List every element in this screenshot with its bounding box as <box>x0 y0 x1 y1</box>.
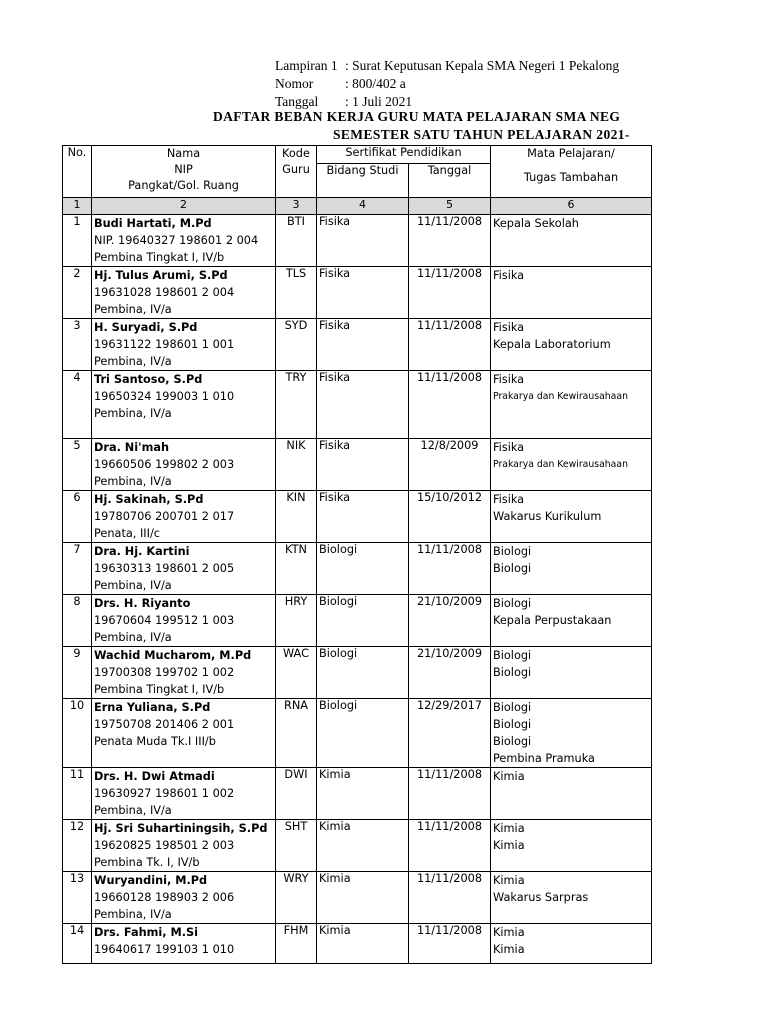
row-number: 2 <box>63 267 92 319</box>
row-number: 10 <box>63 699 92 768</box>
table-row <box>63 647 652 699</box>
header-nip-label: NIP <box>174 163 193 176</box>
teacher-info <box>92 491 276 543</box>
row-number: 12 <box>63 820 92 872</box>
assignment-line: Kimia <box>493 839 525 852</box>
assignment-line: Fisika <box>493 373 525 386</box>
teacher-code: TRY <box>276 371 317 439</box>
row-number: 11 <box>63 768 92 820</box>
certificate-subject: Kimia <box>317 820 409 872</box>
teacher-nip: 19620825 198501 2 003 <box>94 839 235 852</box>
assignment-line: Kimia <box>493 822 525 835</box>
certificate-subject: Biologi <box>317 647 409 699</box>
teacher-info <box>92 215 276 267</box>
table-row <box>63 924 652 964</box>
teacher-code: WRY <box>276 872 317 924</box>
assignment-line: Kimia <box>493 874 525 887</box>
teacher-info <box>92 267 276 319</box>
teacher-nip: 19630927 198601 1 002 <box>94 787 235 800</box>
header-mapel <box>491 146 652 198</box>
certificate-date: 11/11/2008 <box>409 215 491 267</box>
certificate-date: 11/11/2008 <box>409 319 491 371</box>
nomor-value: : 800/402 a <box>345 76 406 91</box>
teacher-nip: 19660506 199802 2 003 <box>94 458 235 471</box>
assignment-line: Kepala Perpustakaan <box>493 614 612 627</box>
nomor-line <box>275 75 768 93</box>
header-sertifikat: Sertifikat Pendidikan <box>317 146 491 164</box>
teacher-name: Wuryandini, M.Pd <box>94 874 208 887</box>
teacher-name: Wachid Mucharom, M.Pd <box>94 649 252 662</box>
teacher-nip: 19631028 198601 2 004 <box>94 286 235 299</box>
header-pangkat-label: Pangkat/Gol. Ruang <box>128 179 239 192</box>
table-row <box>63 820 652 872</box>
column-number: 4 <box>317 198 409 215</box>
row-number: 8 <box>63 595 92 647</box>
assignment-cell <box>491 543 652 595</box>
certificate-date: 21/10/2009 <box>409 647 491 699</box>
certificate-date: 11/11/2008 <box>409 267 491 319</box>
assignment-line: Kepala Laboratorium <box>493 338 611 351</box>
teacher-nip: 19700308 199702 1 002 <box>94 666 235 679</box>
column-number: 6 <box>491 198 652 215</box>
assignment-cell <box>491 491 652 543</box>
certificate-subject: Kimia <box>317 924 409 964</box>
certificate-subject: Fisika <box>317 319 409 371</box>
document-subtitle: SEMESTER SATU TAHUN PELAJARAN 2021- <box>333 127 630 142</box>
table-row <box>63 439 652 491</box>
assignment-cell <box>491 872 652 924</box>
assignment-line: Fisika <box>493 441 525 454</box>
teacher-code: WAC <box>276 647 317 699</box>
row-number: 14 <box>63 924 92 964</box>
table-row <box>63 215 652 267</box>
certificate-subject: Fisika <box>317 491 409 543</box>
certificate-date: 11/11/2008 <box>409 820 491 872</box>
lampiran-line <box>275 57 768 75</box>
column-number: 2 <box>92 198 276 215</box>
certificate-subject: Kimia <box>317 768 409 820</box>
teacher-info <box>92 820 276 872</box>
certificate-date: 12/8/2009 <box>409 439 491 491</box>
assignment-cell <box>491 647 652 699</box>
teacher-rank: Pembina Tingkat I, IV/b <box>94 251 225 264</box>
teacher-nip: 19650324 199003 1 010 <box>94 390 235 403</box>
assignment-cell <box>491 215 652 267</box>
certificate-date: 11/11/2008 <box>409 924 491 964</box>
teacher-code: TLS <box>276 267 317 319</box>
teacher-rank: Penata, III/c <box>94 527 160 540</box>
table-row <box>63 543 652 595</box>
certificate-subject: Biologi <box>317 595 409 647</box>
teacher-rank: Penata Muda Tk.I III/b <box>94 735 216 748</box>
teacher-name: Drs. Fahmi, M.Si <box>94 926 199 939</box>
teacher-name: Drs. H. Dwi Atmadi <box>94 770 215 783</box>
assignment-cell <box>491 371 652 439</box>
assignment-line: Biologi <box>493 735 532 748</box>
assignment-line: Wakarus Kurikulum <box>493 510 602 523</box>
table-row <box>63 699 652 768</box>
certificate-subject: Fisika <box>317 267 409 319</box>
assignment-line: Prakarya dan Kewirausahaan <box>493 459 628 470</box>
teacher-code: SHT <box>276 820 317 872</box>
teacher-nip: NIP. 19640327 198601 2 004 <box>94 234 259 247</box>
teacher-info <box>92 319 276 371</box>
teacher-name: Budi Hartati, M.Pd <box>94 217 212 230</box>
assignment-line: Kimia <box>493 943 525 956</box>
teacher-name: Hj. Tulus Arumi, S.Pd <box>94 269 228 282</box>
assignment-cell <box>491 439 652 491</box>
teacher-code: BTI <box>276 215 317 267</box>
assignment-cell <box>491 319 652 371</box>
teacher-workload-table <box>62 145 652 964</box>
certificate-date: 11/11/2008 <box>409 872 491 924</box>
table-row <box>63 267 652 319</box>
assignment-line: Fisika <box>493 269 525 282</box>
teacher-info <box>92 371 276 439</box>
assignment-line: Fisika <box>493 321 525 334</box>
teacher-info <box>92 439 276 491</box>
row-number: 13 <box>63 872 92 924</box>
row-number: 6 <box>63 491 92 543</box>
table-row <box>63 872 652 924</box>
teacher-rank: Pembina Tk. I, IV/b <box>94 856 200 869</box>
teacher-name: Hj. Sakinah, S.Pd <box>94 493 204 506</box>
certificate-subject: Biologi <box>317 543 409 595</box>
table-row <box>63 595 652 647</box>
teacher-nip: 19670604 199512 1 003 <box>94 614 235 627</box>
teacher-rank: Pembina, IV/a <box>94 475 172 488</box>
lampiran-label: Lampiran 1 <box>275 58 338 73</box>
teacher-rank: Pembina, IV/a <box>94 908 172 921</box>
teacher-nip: 19750708 201406 2 001 <box>94 718 235 731</box>
assignment-line: Biologi <box>493 701 532 714</box>
nomor-label: Nomor <box>275 76 314 91</box>
header-nama <box>92 146 276 198</box>
teacher-nip: 19631122 198601 1 001 <box>94 338 235 351</box>
certificate-date: 11/11/2008 <box>409 543 491 595</box>
column-number-row <box>63 198 652 215</box>
teacher-rank: Pembina, IV/a <box>94 631 172 644</box>
teacher-code: KIN <box>276 491 317 543</box>
assignment-line: Biologi <box>493 545 532 558</box>
teacher-name: Tri Santoso, S.Pd <box>94 373 203 386</box>
assignment-line: Kimia <box>493 926 525 939</box>
teacher-info <box>92 543 276 595</box>
header-guru-label: Guru <box>282 163 310 176</box>
teacher-name: Erna Yuliana, S.Pd <box>94 701 211 714</box>
teacher-rank: Pembina, IV/a <box>94 407 172 420</box>
assignment-cell <box>491 820 652 872</box>
assignment-line: Prakarya dan Kewirausahaan <box>493 391 628 402</box>
row-number: 7 <box>63 543 92 595</box>
assignment-line: Fisika <box>493 493 525 506</box>
teacher-code: NIK <box>276 439 317 491</box>
column-number: 1 <box>63 198 92 215</box>
teacher-info <box>92 699 276 768</box>
certificate-subject: Kimia <box>317 872 409 924</box>
assignment-cell <box>491 924 652 964</box>
row-number: 1 <box>63 215 92 267</box>
certificate-subject: Fisika <box>317 215 409 267</box>
table-row <box>63 491 652 543</box>
certificate-date: 21/10/2009 <box>409 595 491 647</box>
assignment-cell <box>491 595 652 647</box>
teacher-info <box>92 647 276 699</box>
teacher-nip: 19640617 199103 1 010 <box>94 943 235 956</box>
tanggal-value: : 1 Juli 2021 <box>345 94 413 109</box>
teacher-rank: Pembina, IV/a <box>94 355 172 368</box>
row-number: 3 <box>63 319 92 371</box>
teacher-info <box>92 924 276 964</box>
assignment-line: Biologi <box>493 649 532 662</box>
teacher-name: Dra. Hj. Kartini <box>94 545 190 558</box>
teacher-code: HRY <box>276 595 317 647</box>
teacher-info <box>92 595 276 647</box>
certificate-date: 12/29/2017 <box>409 699 491 768</box>
lampiran-value: : Surat Keputusan Kepala SMA Negeri 1 Pekalong <box>345 58 620 73</box>
table-row <box>63 319 652 371</box>
teacher-nip: 19780706 200701 2 017 <box>94 510 235 523</box>
row-number: 4 <box>63 371 92 439</box>
teacher-code: KTN <box>276 543 317 595</box>
certificate-date: 15/10/2012 <box>409 491 491 543</box>
teacher-rank: Pembina Tingkat I, IV/b <box>94 683 225 696</box>
teacher-code: DWI <box>276 768 317 820</box>
row-number: 5 <box>63 439 92 491</box>
certificate-subject: Biologi <box>317 699 409 768</box>
teacher-code: SYD <box>276 319 317 371</box>
assignment-cell <box>491 699 652 768</box>
tanggal-label: Tanggal <box>275 94 319 109</box>
document-header <box>275 57 768 111</box>
teacher-name: H. Suryadi, S.Pd <box>94 321 198 334</box>
teacher-name: Drs. H. Riyanto <box>94 597 191 610</box>
assignment-cell <box>491 768 652 820</box>
teacher-name: Hj. Sri Suhartiningsih, S.Pd <box>94 822 268 835</box>
teacher-info <box>92 872 276 924</box>
row-number: 9 <box>63 647 92 699</box>
assignment-line: Kimia <box>493 770 525 783</box>
certificate-date: 11/11/2008 <box>409 768 491 820</box>
teacher-rank: Pembina, IV/a <box>94 579 172 592</box>
teacher-code: FHM <box>276 924 317 964</box>
certificate-subject: Fisika <box>317 371 409 439</box>
certificate-subject: Fisika <box>317 439 409 491</box>
header-kode-label: Kode <box>282 147 310 160</box>
header-kode-guru <box>276 146 317 198</box>
table-row <box>63 768 652 820</box>
assignment-cell <box>491 267 652 319</box>
teacher-name: Dra. Ni'mah <box>94 441 170 454</box>
teacher-nip: 19630313 198601 2 005 <box>94 562 235 575</box>
teacher-nip: 19660128 198903 2 006 <box>94 891 235 904</box>
assignment-line: Biologi <box>493 562 532 575</box>
header-no: No. <box>63 146 92 198</box>
header-mapel-label: Mata Pelajaran/ <box>527 147 615 160</box>
teacher-rank: Pembina, IV/a <box>94 303 172 316</box>
teacher-info <box>92 768 276 820</box>
certificate-date: 11/11/2008 <box>409 371 491 439</box>
header-tanggal: Tanggal <box>409 164 491 198</box>
assignment-line: Kepala Sekolah <box>493 217 579 230</box>
column-number: 3 <box>276 198 317 215</box>
header-tugas-label: Tugas Tambahan <box>523 171 619 184</box>
document-title: DAFTAR BEBAN KERJA GURU MATA PELAJARAN SMA NEG <box>213 109 621 124</box>
assignment-line: Wakarus Sarpras <box>493 891 589 904</box>
assignment-line: Biologi <box>493 718 532 731</box>
teacher-rank: Pembina, IV/a <box>94 804 172 817</box>
assignment-line: Pembina Pramuka <box>493 752 595 765</box>
header-nama-label: Nama <box>166 147 201 160</box>
assignment-line: Biologi <box>493 597 532 610</box>
teacher-code: RNA <box>276 699 317 768</box>
assignment-line: Biologi <box>493 666 532 679</box>
column-number: 5 <box>409 198 491 215</box>
table-row <box>63 371 652 439</box>
header-bidang-studi: Bidang Studi <box>317 164 409 198</box>
